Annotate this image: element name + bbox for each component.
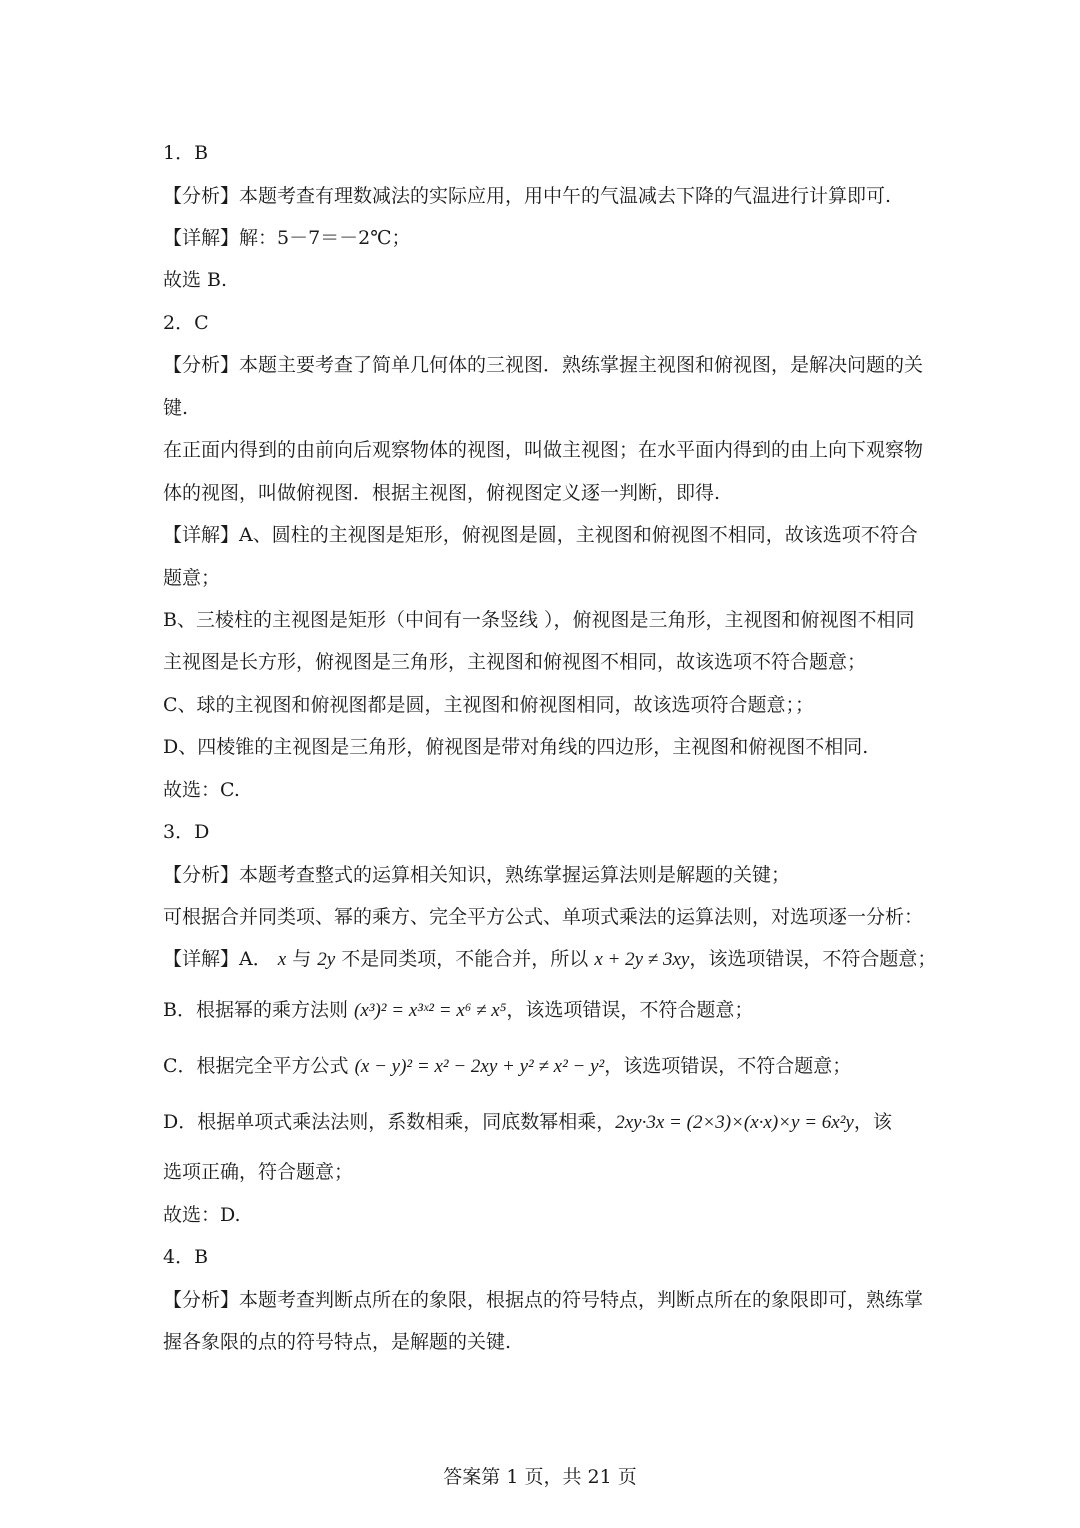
detail-d-text: D．根据单项式乘法法则，系数相乘，同底数幂相乘， (163, 1111, 616, 1133)
answer-2-heading: 2．C (163, 312, 209, 334)
page-footer: 答案第 1 页，共 21 页 (443, 1466, 637, 1488)
answer-3-detail-a (163, 945, 937, 974)
detail-d-text-suffix: ，该 (853, 1111, 892, 1133)
answer-3-choice: 故选：D. (163, 1204, 241, 1226)
answer-2-definition-line1: 在正面内得到的由前向后观察物体的视图，叫做主视图；在水平面内得到的由上向下观察物 (163, 439, 924, 461)
answer-1-detail: 【详解】解：5－7＝－2℃； (163, 227, 411, 249)
answer-2-analysis-line1: 【分析】本题主要考查了简单几何体的三视图．熟练掌握主视图和俯视图，是解决问题的关 (163, 354, 924, 376)
answer-2-detail-b-line2: 主视图是长方形，俯视图是三角形，主视图和俯视图不相同，故该选项不符合题意； (163, 651, 867, 673)
detail-d-math-formula: 2xy·3x = (2×3)×(x·x)×y = 6x²y (615, 1112, 854, 1133)
answer-2-detail-a-line1: 【详解】A、圆柱的主视图是矩形，俯视图是圆，主视图和俯视图不相同，故该选项不符合 (163, 524, 918, 546)
detail-a-math-2y: 2y (317, 949, 336, 970)
answer-4-heading: 4．B (163, 1246, 209, 1268)
answer-2-analysis-line2: 键. (163, 397, 189, 419)
answer-2-definition-line2: 体的视图，叫做俯视图．根据主视图，俯视图定义逐一判断，即得. (163, 482, 721, 504)
detail-b-math-formula: (x³)² = x³ˣ² = x⁶ ≠ x⁵ (354, 1000, 507, 1021)
answer-1-choice: 故选 B. (163, 269, 228, 291)
answer-1-heading: 1．B (163, 142, 209, 164)
answer-2-detail-b-line1: B、三棱柱的主视图是矩形（中间有一条竖线 ），俯视图是三角形，主视图和俯视图不相同 (163, 609, 915, 631)
answer-1-analysis: 【分析】本题考查有理数减法的实际应用，用中午的气温减去下降的气温进行计算即可. (163, 185, 892, 207)
detail-a-math-x: x (277, 949, 287, 970)
answer-3-heading: 3．D (163, 821, 210, 843)
detail-a-text-and: 与 (286, 948, 318, 970)
answer-2-detail-d: D、四棱锥的主视图是三角形，俯视图是带对角线的四边形，主视图和俯视图不相同. (163, 736, 869, 758)
answer-2-detail-c: C、球的主视图和俯视图都是圆，主视图和俯视图相同，故该选项符合题意；； (163, 694, 815, 716)
detail-c-math-formula: (x − y)² = x² − 2xy + y² ≠ x² − y² (354, 1056, 605, 1077)
detail-c-text-suffix: ，该选项错误，不符合题意； (604, 1055, 852, 1077)
detail-c-text: C．根据完全平方公式 (163, 1055, 355, 1077)
detail-a-text-mid: 不是同类项，不能合并，所以 (335, 948, 595, 970)
answer-3-analysis: 【分析】本题考查整式的运算相关知识，熟练掌握运算法则是解题的关键； (163, 864, 791, 886)
answer-3-detail-d-line2: 选项正确，符合题意； (163, 1161, 354, 1183)
answer-3-detail-c (163, 1052, 923, 1081)
answer-4-analysis-line2: 握各象限的点的符号特点，是解题的关键. (163, 1331, 512, 1353)
detail-b-text: B．根据幂的乘方法则 (163, 999, 355, 1021)
detail-a-text: 【详解】A． (163, 948, 278, 970)
detail-a-math-inequality: x + 2y ≠ 3xy (594, 949, 690, 970)
detail-a-text-suffix: ，该选项错误，不符合题意； (689, 948, 937, 970)
answer-3-method: 可根据合并同类项、幂的乘方、完全平方公式、单项式乘法的运算法则，对选项逐一分析： (163, 906, 924, 928)
answer-3-detail-d-line1 (163, 1108, 923, 1137)
answer-4-analysis-line1: 【分析】本题考查判断点所在的象限，根据点的符号特点，判断点所在的象限即可，熟练掌 (163, 1289, 924, 1311)
answer-3-detail-b (163, 996, 923, 1025)
answer-2-detail-a-line2: 题意； (163, 567, 221, 589)
answer-2-choice: 故选：C. (163, 779, 240, 801)
detail-b-text-suffix: ，该选项错误，不符合题意； (506, 999, 754, 1021)
